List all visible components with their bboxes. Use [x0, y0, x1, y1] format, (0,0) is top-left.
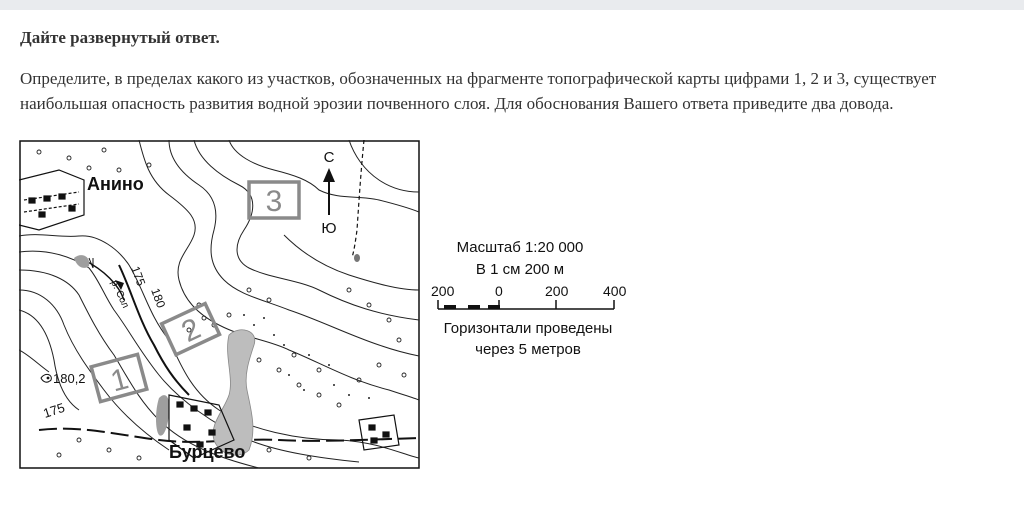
elevation-mark: 180,2 — [53, 371, 86, 386]
plot-1-label: 1 — [107, 362, 132, 399]
scale-tick-400: 400 — [603, 283, 627, 299]
plot-3-label: 3 — [265, 185, 283, 218]
north-label: С — [323, 149, 335, 166]
task-heading: Дайте развернутый ответ. — [20, 28, 220, 47]
task-question: Определите, в пределах какого из участков, обозначенных на фрагменте топографической карты цифрами 1, 2 и 3, существует наибольшая опасность развития водной эрозии почвенного слоя. Для обоснования Вашего ответа приведите два довода. — [20, 69, 937, 113]
river-label: р. Сол — [108, 278, 131, 311]
village-burtsevo-label: Бурцево — [169, 442, 246, 462]
contour-label-175-upper: 175 — [128, 264, 149, 288]
contour-interval-note: Горизонтали проведены через 5 метров — [443, 320, 613, 358]
plot-2-label: 2 — [176, 311, 206, 349]
top-bar — [0, 0, 1024, 10]
topographic-map — [19, 140, 420, 469]
scale-tick-0: 0 — [495, 283, 503, 299]
pit — [354, 254, 360, 262]
scale-title: Масштаб 1:20 000 — [456, 239, 584, 256]
scale-subtitle: В 1 см 200 м — [475, 261, 565, 278]
south-label: Ю — [321, 220, 337, 237]
contour-label-180: 180 — [148, 286, 169, 310]
village-anino-label: Анино — [87, 174, 144, 194]
scale-tick-200-left: 200 — [431, 283, 455, 299]
scale-bar — [436, 299, 626, 313]
contour-label-175-lower: 175 — [41, 399, 67, 421]
scale-tick-200: 200 — [545, 283, 569, 299]
